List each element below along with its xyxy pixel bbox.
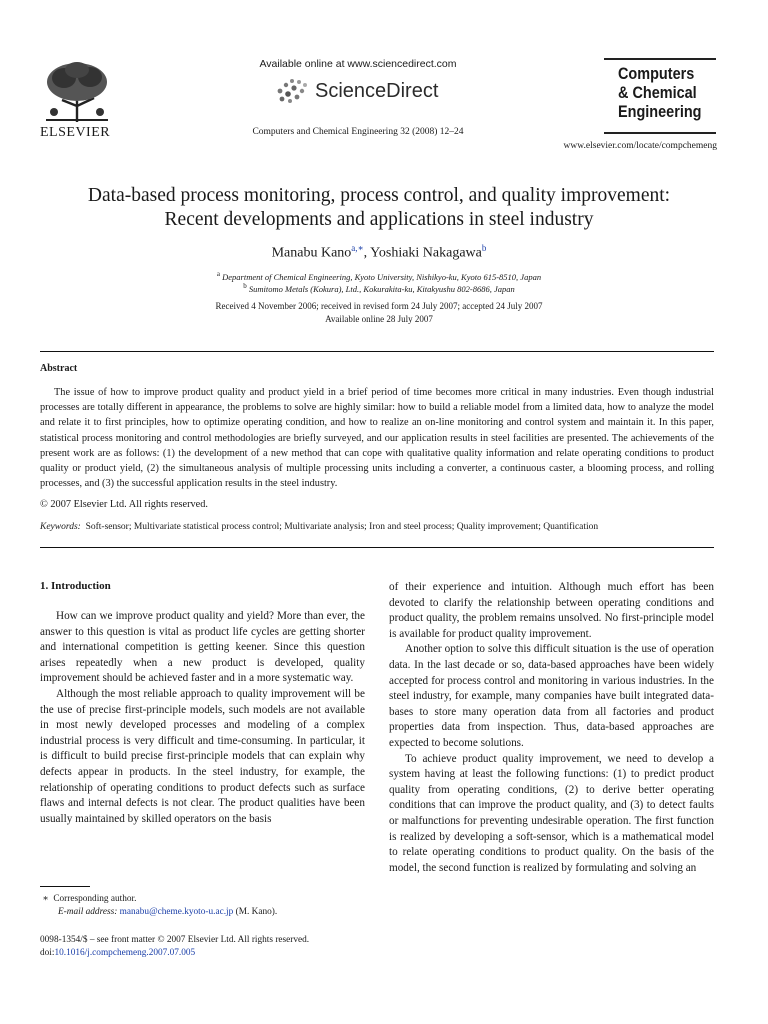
right-paragraph-1: of their experience and intuition. Although much effort has been devoted to clarify the relationship between operating conditions and product quality, the problem remains unsolved. No first-principle model is available for product quality improvement. (389, 581, 714, 640)
abstract-bottom-rule (40, 547, 714, 548)
section-1-heading: 1. Introduction (40, 580, 111, 592)
issn-line: 0098-1354/$ – see front matter © 2007 Elsevier Ltd. All rights reserved. (40, 935, 310, 945)
author-list (40, 243, 718, 262)
email-label: E-mail address: (58, 907, 118, 917)
footnote-rule (40, 886, 90, 887)
abstract-top-rule (40, 351, 714, 352)
email-suffix: (M. Kano). (235, 907, 278, 917)
keywords-list: Soft-sensor; Multivariate statistical process control; Multivariate analysis; Iron and steel process; Quality improvement; Quantification (85, 522, 599, 532)
author-separator: , (363, 245, 371, 261)
received-dates: Received 4 November 2006; received in revised form 24 July 2007; accepted 24 July 2007 (215, 301, 543, 311)
available-online-text: Available online at www.sciencedirect.com (259, 58, 457, 70)
footnote-corresponding-text: Corresponding author. (53, 894, 137, 904)
keywords-label: Keywords: (40, 522, 81, 532)
footnote-star: ∗ (42, 894, 49, 904)
affiliation-a-text: Department of Chemical Engineering, Kyoto University, Nishikyo-ku, Kyoto 615-8510, Japan (222, 271, 542, 282)
article-title (40, 184, 718, 232)
right-column (389, 580, 714, 876)
affiliation-a-marker: a (216, 270, 221, 278)
journal-logo-line-3: Engineering (618, 102, 702, 121)
abstract-copyright: © 2007 Elsevier Ltd. All rights reserved. (40, 499, 208, 510)
footnote-email (58, 906, 277, 919)
left-paragraph-2: Although the most reliable approach to quality improvement will be the use of precise first-principle models, such models are not available in most newly developed processes and modeling of a complex industrial process is very difficult and time-consuming. In particular, it is difficult to build precise first-principle models that can explain why defects appear in products. In the steel industry, for example, the relationship of operating conditions to product defects such as surface flaws and internal defects is not clear. The product qualities have been usually maintained by skilled operators on the basis (40, 687, 365, 825)
doi-label: doi: (40, 948, 55, 958)
title-line-2: Recent developments and applications in steel industry (164, 209, 594, 230)
publisher-name: ELSEVIER (40, 125, 111, 140)
author-1: Manabu Kano (271, 245, 352, 261)
journal-url-link[interactable]: www.elsevier.com/locate/compchemeng (563, 141, 717, 151)
sciencedirect-wordmark: ScienceDirect (315, 80, 439, 102)
keywords (40, 522, 714, 532)
affiliation-b (40, 282, 718, 294)
sciencedirect-dots-logo (272, 78, 312, 104)
email-link[interactable]: manabu@cheme.kyoto-u.ac.jp (119, 907, 234, 917)
doi-line (40, 947, 195, 960)
abstract-text: The issue of how to improve product quality and product yield in a brief period of time becomes more critical in many industries. Even though industrial processes are totally different in appearance, the problems to solve are highly similar: how to build a reliable model from a limited data, how to analyze the model and relate it to first principles, how to optimize operating condition, and how to realize an on-line monitoring and control system and maintain it. In this paper, statistical process monitoring and control methodologies are briefly surveyed, and our application results in steel facilities are presented. The achievements of the present work are as follows: (1) the development of a new method that can cope with qualitative quality information and relate operating conditions to product quality or product yield, (2) the simultaneous analysis of multiple processing units including a converter, a continuous caster, a blooming process, and rolling processes, and (3) the successful application results in the steel industry. (40, 387, 714, 490)
right-paragraph-3: To achieve product quality improvement, we need to develop a system having at least the following functions: (1) to predict product quality from operating conditions, (2) to derive better operating conditions that can improve the product quality, and (3) to detect faults or malfunctions for preventing undesirable operation. The first function is realized by developing a soft-sensor, which is a mathematical model to relate operating conditions to product quality. On the basis of the model, the second function is realized by formulating and solving an (389, 752, 714, 874)
left-column (40, 609, 365, 827)
right-paragraph-2: Another option to solve this difficult situation is the use of operation data. In the last decade or so, data-based approaches have been widely accepted for process control and monitoring in various industries. In the steel industry, for example, many companies have built integrated data-bases to store many operation data from all factories and product properties data from inspection. Thus, data-based approaches are expected to become solutions. (389, 643, 714, 749)
abstract-heading: Abstract (40, 363, 78, 374)
affiliation-b-text: Sumitomo Metals (Kokura), Ltd., Kokurakita-ku, Kitakyushu 802-8686, Japan (248, 283, 515, 294)
author-2: Yoshiaki Nakagawa (370, 245, 482, 261)
journal-logo-line-2: & Chemical (618, 83, 697, 102)
journal-citation: Computers and Chemical Engineering 32 (2008) 12–24 (252, 127, 464, 137)
affiliation-a (40, 270, 718, 282)
author-2-affil-marker[interactable]: b (481, 243, 487, 253)
footnote-corresponding (40, 893, 136, 906)
left-paragraph-1: How can we improve product quality and yield? More than ever, the answer to this question is vital as product life cycles are getting shorter and international competition is getting keener. Since this question arises repeatedly when a new product is developed, quality improvement should be achieved faster and in a more systematic way. (40, 610, 365, 685)
journal-logo-text (618, 64, 701, 121)
title-line-1: Data-based process monitoring, process control, and quality improvement: (87, 185, 671, 206)
available-online-date: Available online 28 July 2007 (325, 314, 433, 324)
doi-link[interactable]: 10.1016/j.compchemeng.2007.07.005 (54, 948, 196, 958)
author-1-affil-marker[interactable]: a,∗ (351, 243, 364, 253)
affiliation-b-marker: b (243, 282, 247, 290)
journal-logo-line-1: Computers (618, 64, 695, 83)
